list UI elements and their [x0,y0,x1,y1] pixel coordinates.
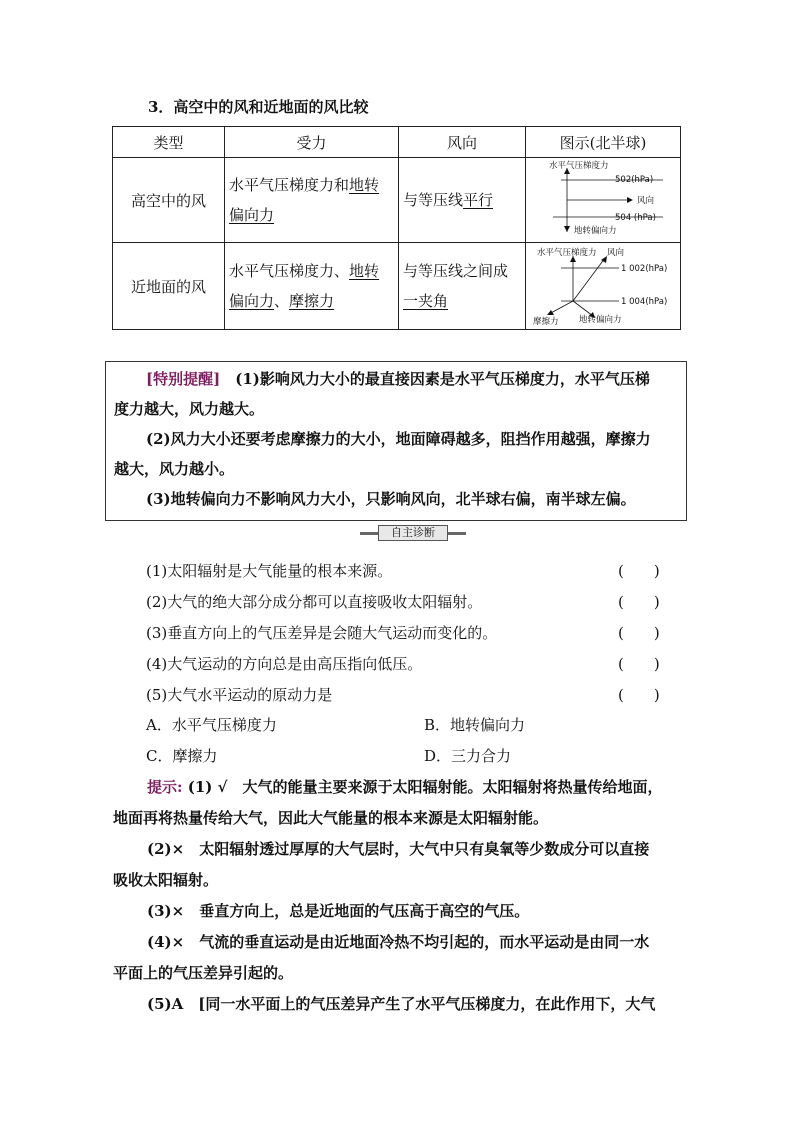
cell-force-upper [225,158,399,243]
cell-diagram-surface [526,243,681,330]
question-4: (4)大气运动的方向总是由高压指向低压。 [146,655,423,673]
tip-line: (3)地转偏向力不影响风力大小，只影响风向，北半球右偏，南半球左偏。 [146,490,636,508]
option-a: A．水平气压梯度力 [146,716,277,734]
answer-text: 大气的能量主要来源于太阳辐射能。太阳辐射将热量传给地面， [242,778,663,796]
force-text: 水平气压梯度力和 [229,176,350,194]
force-underlined: 偏向力 [229,292,275,310]
header-direction: 风向 [399,127,526,158]
table-row-surface-wind [113,243,681,330]
upper-wind-diagram [526,160,680,240]
option-b: B．地转偏向力 [424,716,526,734]
direction-underlined: 一夹角 [403,292,449,310]
label-wind: 风向 [607,248,625,258]
label-isobar-bottom: 1 004(hPa) [621,297,668,307]
cell-direction-surface [399,243,526,330]
wind-line [573,258,605,301]
label-isobar-top: 502(hPa) [615,175,654,185]
tip-line: 越大，风力越小。 [114,460,235,478]
answer-lead: 提示: [147,778,183,796]
direction-underlined: 平行 [463,191,494,209]
label-coriolis: 地转偏向力 [574,226,617,236]
answer-line: (2)× 太阳辐射透过厚厚的大气层时，大气中只有臭氧等少数成分可以直接 [147,840,650,858]
label-coriolis: 地转偏向力 [579,315,622,325]
table-header-row [113,127,681,158]
direction-text: 与等压线之间成 [403,262,509,280]
cell-direction-upper [399,158,526,243]
wind-arrowhead [627,197,633,203]
question-2: (2)大气的绝大部分成分都可以直接吸收太阳辐射。 [146,593,483,611]
option-d: D．三力合力 [424,747,512,765]
header-diagram: 图示(北半球) [526,127,681,158]
label-wind: 风向 [637,196,655,206]
section-title: 3．高空中的风和近地面的风比较 [148,98,369,116]
question-5: (5)大气水平运动的原动力是 [146,686,333,704]
answer-blank-2: ( ) [618,593,660,611]
tip-line: (2)风力大小还要考虑摩擦力的大小，地面障碍越多，阻挡作用越强，摩擦力 [146,430,651,448]
question-1: (1)太阳辐射是大气能量的根本来源。 [146,562,393,580]
answer-blank-5: ( ) [618,686,660,704]
self-diagnosis-banner [360,525,464,541]
answer-line: 吸收太阳辐射。 [113,871,219,889]
tip-line: 度力越大，风力越大。 [114,400,265,418]
answer-line [113,772,683,803]
cell-type-upper: 高空中的风 [113,158,225,243]
question-3: (3)垂直方向上的气压差异是会随大气运动而变化的。 [146,624,498,642]
answer-block [113,772,683,1020]
tip-tag: [特别提醒] [146,370,221,388]
answer-line: (5)A [同一水平面上的气压差异产生了水平气压梯度力，在此作用下，大气 [147,995,656,1013]
answer-line: (3)× 垂直方向上，总是近地面的气压高于高空的气压。 [147,902,530,920]
option-c: C．摩擦力 [146,747,218,765]
answer-line: (4)× 气流的垂直运动是由近地面冷热不均引起的，而水平运动是由同一水 [147,933,650,951]
header-force: 受力 [225,127,399,158]
tip-line [106,362,686,394]
answer-blank-4: ( ) [618,655,660,673]
force-underlined: 地转 [349,262,380,280]
friction-line [549,301,573,314]
banner-label: 自主诊断 [378,525,448,541]
label-pgf: 水平气压梯度力 [549,161,609,171]
label-pgf: 水平气压梯度力 [537,248,597,258]
banner-rule-left [360,532,378,535]
wind-comparison-table [112,126,681,330]
surface-wind-diagram [526,246,680,326]
special-reminder-box [105,361,687,521]
cell-force-surface [225,243,399,330]
answer-blank-3: ( ) [618,624,660,642]
label-isobar-top: 1 002(hPa) [621,264,668,274]
answer-line: 地面再将热量传给大气，因此大气能量的根本来源是太阳辐射能。 [113,809,549,827]
banner-rule-right [448,532,466,535]
force-text: 水平气压梯度力、 [229,262,350,280]
coriolis-line [573,301,593,316]
coriolis-arrowhead [564,226,570,232]
header-type: 类型 [113,127,225,158]
label-isobar-bottom: 504 (hPa) [615,213,656,223]
answer-mark: (1) √ [182,778,243,796]
cell-type-surface: 近地面的风 [113,243,225,330]
tip-text: (1)影响风力大小的最直接因素是水平气压梯度力，水平气压梯 [235,370,650,388]
answer-blank-1: ( ) [618,562,660,580]
label-friction: 摩擦力 [533,317,559,326]
table-row-upper-wind [113,158,681,243]
direction-text: 与等压线 [403,191,464,209]
force-underlined: 偏向力 [229,206,275,224]
answer-line: 平面上的气压差异引起的。 [113,964,294,982]
force-underlined: 摩擦力 [289,292,335,310]
force-separator: 、 [274,292,290,310]
cell-diagram-upper [526,158,681,243]
force-underlined: 地转 [349,176,380,194]
friction-arrowhead [547,310,554,315]
